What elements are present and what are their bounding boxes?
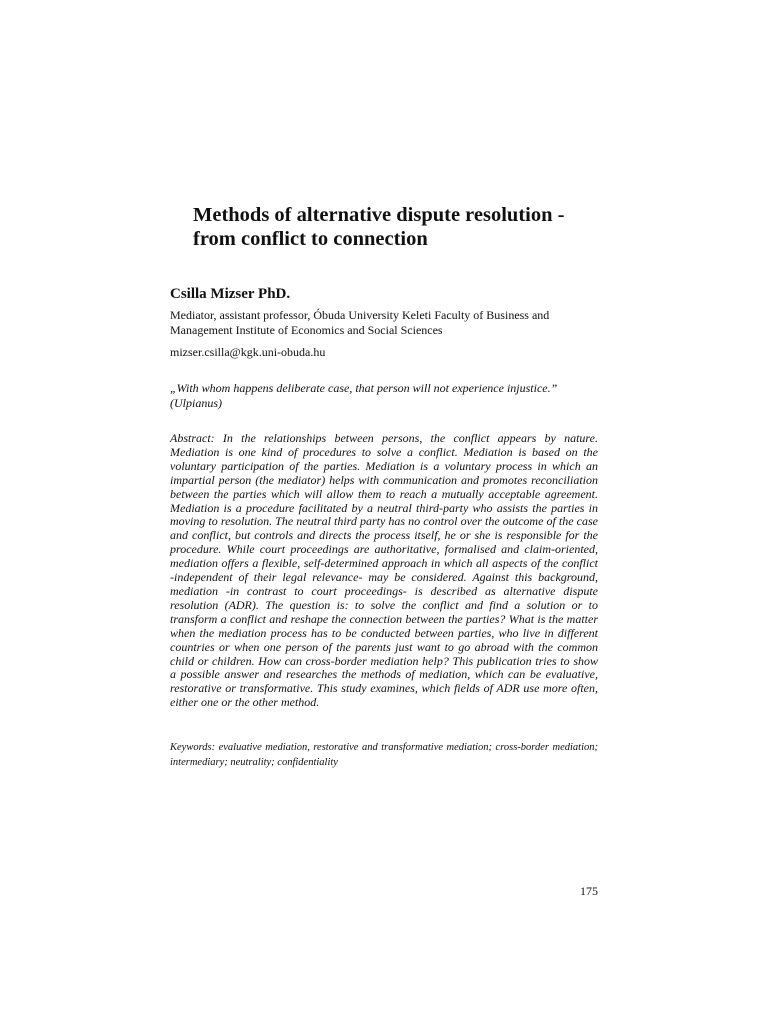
keywords-text: Keywords: evaluative mediation, restorative and transformative mediation; cross-border mediation; intermediary; neutrality; confidentiality	[170, 742, 598, 768]
paper-title-line-2: from conflict to connection	[193, 228, 428, 250]
author-name: Csilla Mizser PhD.	[170, 286, 291, 302]
paper-title-line-1: Methods of alternative dispute resolution -	[193, 204, 565, 226]
epigraph-source: (Ulpianus)	[170, 395, 222, 410]
page-number: 175	[580, 884, 598, 898]
author-email: mizser.csilla@kgk.uni-obuda.hu	[170, 345, 326, 359]
epigraph-quote	[170, 381, 600, 410]
author-affiliation: Mediator, assistant professor, Óbuda University Keleti Faculty of Business and Management Institute of Economics and Social Sciences	[170, 308, 550, 337]
paper-title	[193, 203, 613, 251]
abstract-text: Abstract: In the relationships between persons, the conflict appears by nature. Mediation is one kind of procedures to solve a conflict. Mediation is based on the voluntary participation of the parties. Mediation is a voluntary process in which an impartial person (the mediator) helps with communication and promotes reconciliation between the parties which will allow them to reach a mutually acceptable agreement. Mediation is a procedure facilitated by a neutral third-party who assists the parties in moving to resolution. The neutral third party has no control over the outcome of the case and conflict, but controls and directs the process itself, he or she is responsible for the procedure. While court proceedings are authoritative, formalised and claim-oriented, mediation offers a flexible, self-determined approach in which all aspects of the conflict -independent of their legal relevance- may be considered. Against this background, mediation -in contrast to court proceedings- is described as alternative dispute resolution (ADR). The question is: to solve the conflict and find a solution or to transform a conflict and reshape the connection between the parties? What is the matter when the mediation process has to be conducted between parties, who live in different countries or when one person of the parents just want to go abroad with the common child or children. How can cross-border mediation help? This publication tries to show a possible answer and researches the methods of mediation, which can be evaluative, restorative or transformative. This study examines, which fields of ADR use more often, either one or the other method.	[170, 431, 598, 710]
epigraph-text: „With whom happens deliberate case, that person will not experience injustice.”	[170, 381, 558, 395]
